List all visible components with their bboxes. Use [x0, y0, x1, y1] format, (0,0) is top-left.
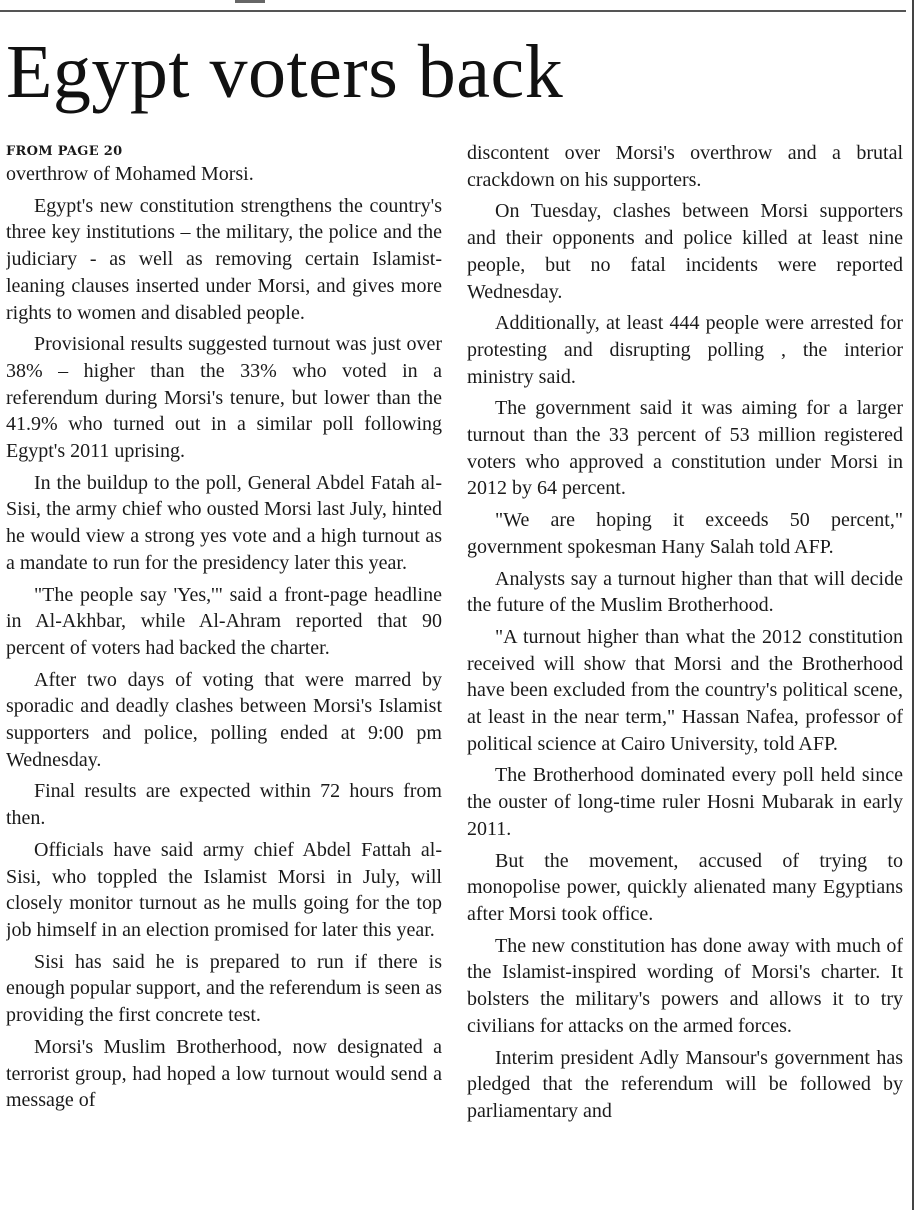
paragraph: In the buildup to the poll, General Abdel Fatah al-Sisi, the army chief who ousted Morsi last July, hinted he would view a strong yes vote and a high turnout as a mandate to run for the presidency later this year. — [6, 471, 442, 574]
article-headline: Egypt voters back — [6, 30, 564, 114]
paragraph: Interim president Adly Mansour's government has pledged that the referendum will be followed by parliamentary and — [467, 1046, 903, 1122]
paragraph: The new constitution has done away with much of the Islamist-inspired wording of Morsi's charter. It bolsters the military's powers and allows it to try civilians for attacks on the armed forces. — [467, 934, 903, 1037]
article-column-right — [467, 140, 903, 1210]
paragraph: Provisional results suggested turnout was just over 38% – higher than the 33% who voted in a referendum during Morsi's tenure, but lower than the 41.9% who turned out in a similar poll following Egypt's 2011 uprising. — [6, 333, 442, 463]
paragraph: Additionally, at least 444 people were arrested for protesting and disrupting polling , the interior ministry said. — [467, 312, 903, 388]
paragraph: "The people say 'Yes,'" said a front-page headline in Al-Akhbar, while Al-Ahram reported that 90 percent of voters had backed the charter. — [6, 583, 442, 659]
continuation-label: FROM PAGE 20 — [6, 144, 123, 159]
paragraph: On Tuesday, clashes between Morsi supporters and their opponents and police killed at least nine people, but no fatal incidents were reported Wednesday. — [467, 200, 903, 303]
column-border-right — [912, 0, 914, 1210]
paragraph: "A turnout higher than what the 2012 constitution received will show that Morsi and the Brotherhood have been excluded from the country's political scene, at least in the near term," Hassan Nafea, professor of political science at Cairo University, told AFP. — [467, 625, 903, 755]
top-edge-mark — [235, 0, 265, 3]
paragraph: Morsi's Muslim Brotherhood, now designated a terrorist group, had hoped a low turnout would send a message of — [6, 1035, 442, 1112]
top-rule — [0, 10, 906, 12]
paragraph: The Brotherhood dominated every poll held since the ouster of long-time ruler Hosni Mubarak in early 2011. — [467, 764, 903, 840]
paragraph: overthrow of Mohamed Morsi. — [6, 163, 254, 185]
paragraph: Sisi has said he is prepared to run if there is enough popular support, and the referendum is seen as providing the first concrete test. — [6, 950, 442, 1027]
paragraph: Egypt's new constitution strengthens the country's three key institutions – the military, the police and the judiciary - as well as removing certain Islamist-leaning clauses inserted under Morsi, and gives more rights to women and disabled people. — [6, 194, 442, 324]
paragraph: The government said it was aiming for a larger turnout than the 33 percent of 53 million registered voters who approved a constitution under Morsi in 2012 by 64 percent. — [467, 397, 903, 500]
paragraph: But the movement, accused of trying to monopolise power, quickly alienated many Egyptians after Morsi took office. — [467, 849, 903, 925]
paragraph: After two days of voting that were marred by sporadic and deadly clashes between Morsi's Islamist supporters and police, polling ended at 9:00 pm Wednesday. — [6, 668, 442, 771]
paragraph: Final results are expected within 72 hours from then. — [6, 780, 442, 830]
paragraph: discontent over Morsi's overthrow and a brutal crackdown on his supporters. — [467, 142, 903, 191]
paragraph: Analysts say a turnout higher than that will decide the future of the Muslim Brotherhood. — [467, 567, 903, 617]
article-column-left — [6, 140, 442, 1210]
paragraph: Officials have said army chief Abdel Fattah al-Sisi, who toppled the Islamist Morsi in July, will closely monitor turnout as he mulls going for the top job himself in an election promised for later this year. — [6, 838, 442, 941]
paragraph: "We are hoping it exceeds 50 percent," government spokesman Hany Salah told AFP. — [467, 509, 903, 558]
